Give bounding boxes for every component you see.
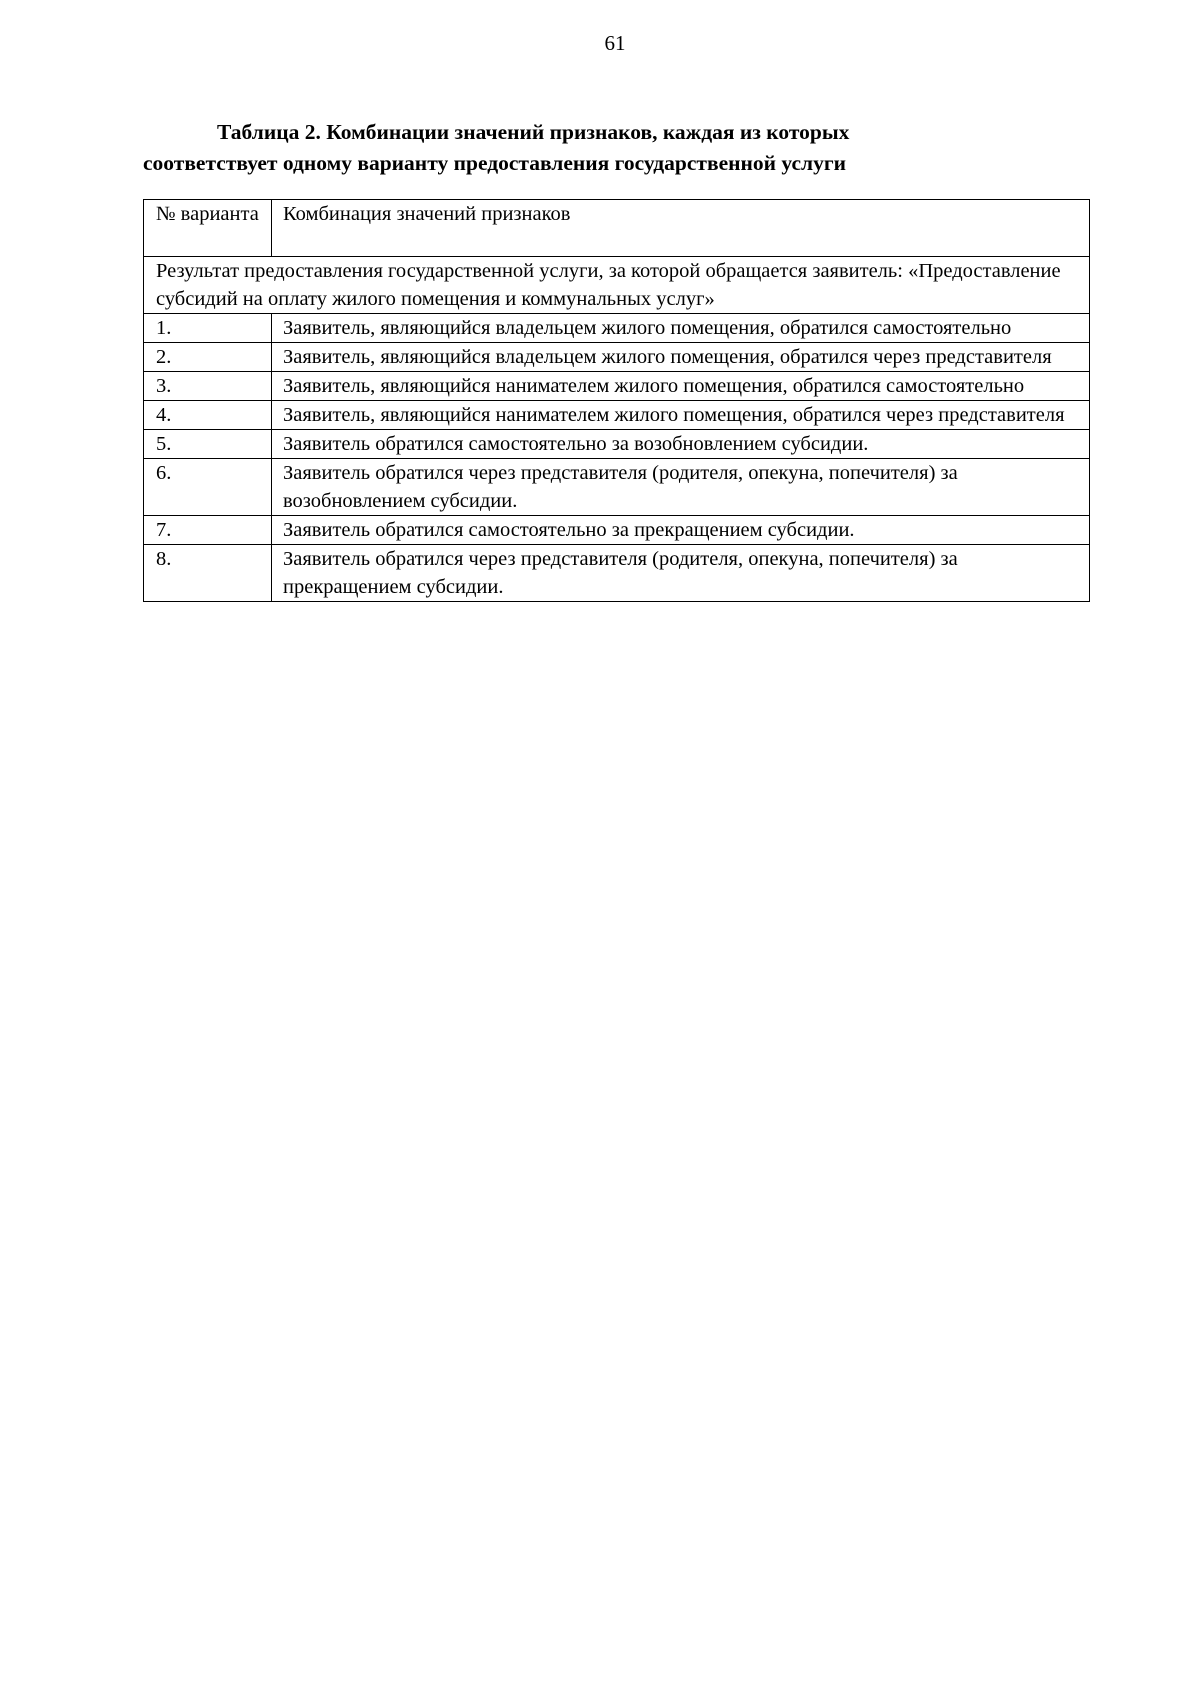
table-row [144,516,1090,545]
variant-number: 1. [144,314,272,343]
variant-number: 7. [144,516,272,545]
table-row [144,314,1090,343]
section-row-text: Результат предоставления государственной услуги, за которой обращается заявитель: «Предоставление субсидий на оплату жилого помещения и коммунальных услуг» [144,257,1090,314]
variant-combination: Заявитель, являющийся нанимателем жилого помещения, обратился через представителя [272,401,1090,430]
page-number: 61 [604,31,626,55]
table-title-line-1: Таблица 2. Комбинации значений признаков, каждая из которых [217,120,850,144]
table-header-row [144,200,1090,257]
table-row [144,430,1090,459]
variant-combination: Заявитель, являющийся нанимателем жилого помещения, обратился самостоятельно [272,372,1090,401]
table-row [144,459,1090,516]
variant-number: 8. [144,545,272,602]
variant-number: 4. [144,401,272,430]
variant-combination: Заявитель обратился самостоятельно за прекращением субсидии. [272,516,1090,545]
section-row [144,257,1090,314]
variant-number: 3. [144,372,272,401]
variant-combination: Заявитель, являющийся владельцем жилого помещения, обратился через представителя [272,343,1090,372]
variant-combination: Заявитель, являющийся владельцем жилого помещения, обратился самостоятельно [272,314,1090,343]
table-row [144,401,1090,430]
table-title [143,117,1093,179]
header-combination: Комбинация значений признаков [272,200,1090,257]
variant-number: 2. [144,343,272,372]
table-row [144,545,1090,602]
variants-table [143,199,1090,602]
table-row [144,343,1090,372]
table-row [144,372,1090,401]
table-title-line-2: соответствует одному варианту предоставления государственной услуги [143,151,847,175]
header-variant-number: № варианта [144,200,272,257]
variant-number: 5. [144,430,272,459]
variant-combination: Заявитель обратился через представителя (родителя, опекуна, попечителя) за прекращением субсидии. [272,545,1090,602]
variant-combination: Заявитель обратился самостоятельно за возобновлением субсидии. [272,430,1090,459]
variant-number: 6. [144,459,272,516]
variant-combination: Заявитель обратился через представителя (родителя, опекуна, попечителя) за возобновлением субсидии. [272,459,1090,516]
